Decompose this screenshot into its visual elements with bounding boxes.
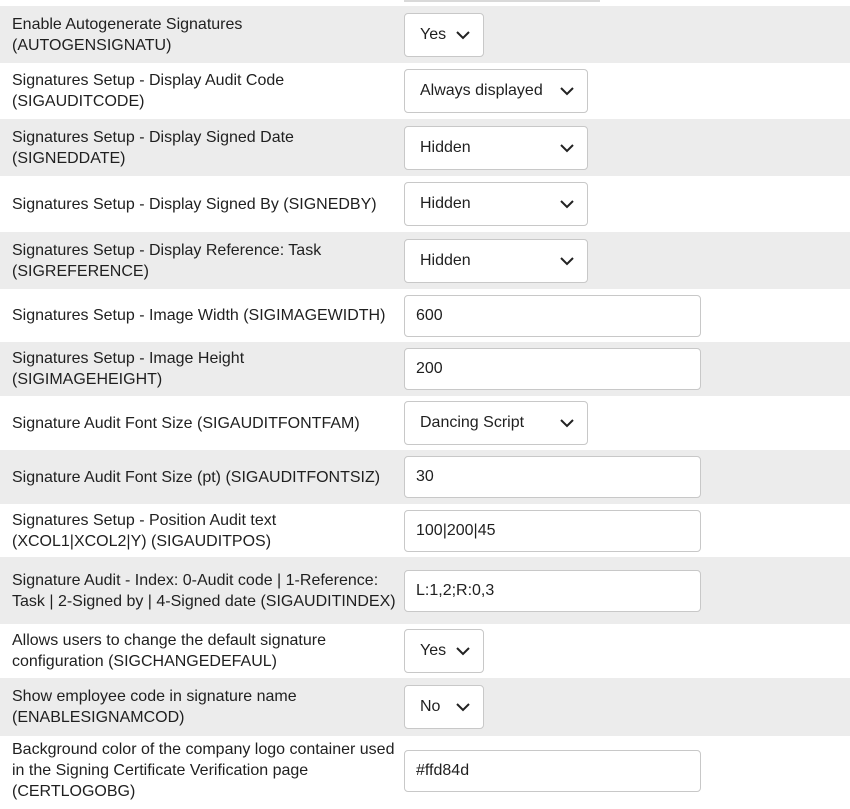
select-value: Yes	[420, 25, 447, 43]
setting-row-sigauditcode	[0, 63, 850, 119]
enablesignamcod-select[interactable]	[404, 685, 484, 729]
sigauditindex-input[interactable]	[404, 570, 701, 612]
setting-label: Signatures Setup - Display Signed By (SIGNEDBY)	[12, 195, 377, 213]
setting-label: Enable Autogenerate Signatures (AUTOGENSIGNATU)	[12, 15, 243, 54]
sigauditcode-select[interactable]	[404, 69, 588, 113]
setting-label: Signatures Setup - Image Height (SIGIMAGEHEIGHT)	[12, 350, 245, 388]
setting-row-sigreference	[0, 232, 850, 289]
top-divider	[404, 0, 600, 2]
setting-row-sigauditfontsiz	[0, 450, 850, 504]
setting-label: Signatures Setup - Display Reference: Task (SIGREFERENCE)	[12, 241, 322, 280]
setting-row-signeddate	[0, 119, 850, 176]
signeddate-select[interactable]	[404, 126, 588, 170]
sigauditpos-input[interactable]	[404, 510, 701, 552]
sigauditfontfam-select[interactable]	[404, 401, 588, 445]
select-value: Yes	[420, 642, 447, 659]
setting-row-sigimagewidth	[0, 289, 850, 342]
chevron-down-icon	[559, 256, 575, 266]
setting-label: Show employee code in signature name (ENABLESIGNAMCOD)	[12, 688, 297, 726]
chevron-down-icon	[455, 646, 471, 656]
chevron-down-icon	[559, 86, 575, 96]
autogensignatu-select[interactable]	[404, 13, 484, 57]
setting-label: Signatures Setup - Display Audit Code (SIGAUDITCODE)	[12, 72, 285, 110]
setting-row-signedby	[0, 176, 850, 232]
chevron-down-icon	[455, 702, 471, 712]
setting-row-enablesignamcod	[0, 678, 850, 736]
sigauditfontsiz-input[interactable]	[404, 456, 701, 498]
signedby-select[interactable]	[404, 182, 588, 226]
setting-row-sigimageheight	[0, 342, 850, 396]
setting-row-autogensignatu	[0, 6, 850, 63]
select-value: Always displayed	[420, 82, 543, 99]
settings-list	[0, 6, 850, 805]
select-value: Hidden	[420, 138, 471, 156]
setting-label: Signatures Setup - Display Signed Date (SIGNEDDATE)	[12, 128, 294, 167]
setting-row-sigauditpos	[0, 504, 850, 557]
setting-label: Allows users to change the default signature configuration (SIGCHANGEDEFAUL)	[12, 632, 326, 670]
select-value: Dancing Script	[420, 414, 525, 431]
setting-label: Signature Audit Font Size (SIGAUDITFONTFAM)	[12, 414, 360, 432]
chevron-down-icon	[559, 143, 575, 153]
setting-row-sigchangedefaul	[0, 624, 850, 678]
select-value: Hidden	[420, 195, 471, 212]
setting-label: Background color of the company logo container used in the Signing Certificate Verification page (CERTLOGOBG)	[12, 741, 395, 800]
sigimageheight-input[interactable]	[404, 348, 701, 390]
sigimagewidth-input[interactable]	[404, 295, 701, 337]
chevron-down-icon	[455, 30, 471, 40]
sigchangedefaul-select[interactable]	[404, 629, 484, 673]
setting-row-certlogobg	[0, 736, 850, 805]
setting-label: Signature Audit Font Size (pt) (SIGAUDITFONTSIZ)	[12, 468, 381, 486]
chevron-down-icon	[559, 418, 575, 428]
setting-row-sigauditindex	[0, 557, 850, 624]
setting-label: Signature Audit - Index: 0-Audit code | 1-Reference: Task | 2-Signed by | 4-Signed date (SIGAUDITINDEX)	[12, 571, 396, 610]
certlogobg-input[interactable]	[404, 750, 701, 792]
setting-row-sigauditfontfam	[0, 396, 850, 450]
sigreference-select[interactable]	[404, 239, 588, 283]
setting-label: Signatures Setup - Position Audit text (XCOL1|XCOL2|Y) (SIGAUDITPOS)	[12, 511, 277, 550]
setting-label: Signatures Setup - Image Width (SIGIMAGEWIDTH)	[12, 307, 386, 324]
select-value: No	[420, 698, 441, 715]
select-value: Hidden	[420, 251, 471, 269]
chevron-down-icon	[559, 199, 575, 209]
